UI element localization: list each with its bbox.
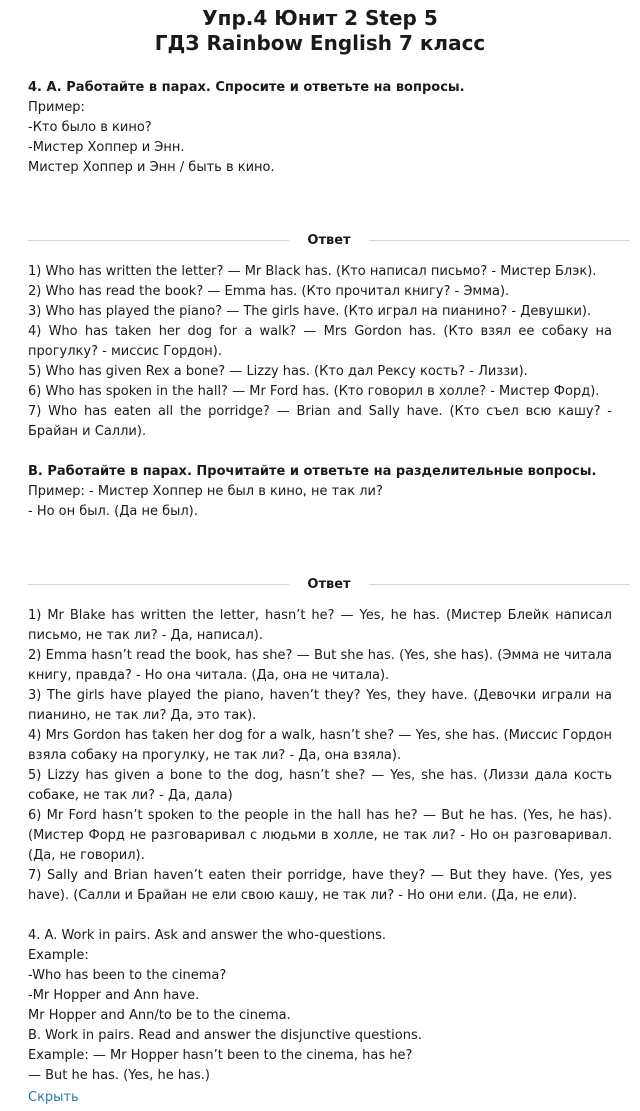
task-a-line: -Кто было в кино? <box>28 120 152 135</box>
english-original <box>28 926 612 1086</box>
divider-line <box>28 584 289 585</box>
title-line-2: ГДЗ Rainbow English 7 класс <box>154 31 486 55</box>
answers-b <box>28 606 612 906</box>
task-a <box>28 78 612 178</box>
hide-link[interactable]: Скрыть <box>28 1090 79 1105</box>
divider-line <box>369 240 630 241</box>
divider-line <box>369 584 630 585</box>
page-title <box>28 6 612 56</box>
page <box>0 6 640 1108</box>
answer-item: 4) Who has taken her dog for a walk? — Mrs Gordon has. (Кто взял ее собаку на прогулку? - миссис Гордон). <box>28 324 612 359</box>
task-b-heading: B. Работайте в парах. Прочитайте и ответьте на разделительные вопросы. <box>28 464 597 479</box>
english-line: Mr Hopper and Ann/to be to the cinema. <box>28 1008 291 1023</box>
answer-item: 6) Who has spoken in the hall? — Mr Ford has. (Кто говорил в холле? - Мистер Форд). <box>28 384 600 399</box>
answer-item: 7) Sally and Brian haven’t eaten their porridge, have they? — But they have. (Yes, yes have). (Салли и Брайан не ели свою кашу, не так ли? - Но они ели. (Да, не ели). <box>28 868 612 903</box>
task-b-line: Пример: - Мистер Хоппер не был в кино, не так ли? <box>28 484 383 499</box>
answer-item: 2) Who has read the book? — Emma has. (Кто прочитал книгу? - Эмма). <box>28 284 510 299</box>
divider-line <box>28 240 289 241</box>
answer-item: 1) Mr Blake has written the letter, hasn’t he? — Yes, he has. (Мистер Блейк написал письмо, не так ли? - Да, написал). <box>28 608 612 643</box>
answer-item: 1) Who has written the letter? — Mr Black has. (Кто написал письмо? - Мистер Блэк). <box>28 264 597 279</box>
answer-item: 6) Mr Ford hasn’t spoken to the people in the hall has he? — But he has. (Yes, he has). (Мистер Форд не разговаривал с людьми в холле, не так ли? - Но он разговаривал. (Да, не говорил). <box>28 808 612 863</box>
english-line: -Who has been to the cinema? <box>28 968 227 983</box>
english-line: B. Work in pairs. Read and answer the disjunctive questions. <box>28 1028 422 1043</box>
task-a-line: Мистер Хоппер и Энн / быть в кино. <box>28 160 275 175</box>
answer-label: Ответ <box>307 232 351 248</box>
task-a-line: -Мистер Хоппер и Энн. <box>28 140 185 155</box>
answer-divider-b <box>28 574 630 594</box>
answer-label: Ответ <box>307 576 351 592</box>
english-line: -Mr Hopper and Ann have. <box>28 988 200 1003</box>
answer-item: 3) The girls have played the piano, haven’t they? Yes, they have. (Девочки играли на пианино, не так ли? Да, это так). <box>28 688 612 723</box>
english-line: — But he has. (Yes, he has.) <box>28 1068 211 1083</box>
answer-item: 4) Mrs Gordon has taken her dog for a walk, hasn’t she? — Yes, she has. (Миссис Гордон взяла собаку на прогулку, не так ли? - Да, она взяла). <box>28 728 612 763</box>
answer-item: 3) Who has played the piano? — The girls have. (Кто играл на пианино? - Девушки). <box>28 304 592 319</box>
answers-a <box>28 262 612 442</box>
answer-item: 7) Who has eaten all the porridge? — Brian and Sally have. (Кто съел всю кашу? - Брайан и Салли). <box>28 404 612 439</box>
answer-divider-a <box>28 230 630 250</box>
english-line: 4. A. Work in pairs. Ask and answer the who-questions. <box>28 928 387 943</box>
answer-item: 5) Lizzy has given a bone to the dog, hasn’t she? — Yes, she has. (Лиззи дала кость собаке, не так ли? - Да, дала) <box>28 768 612 803</box>
task-b <box>28 462 612 522</box>
task-b-line: - Но он был. (Да не был). <box>28 504 198 519</box>
answer-item: 2) Emma hasn’t read the book, has she? — But she has. (Yes, she has). (Эмма не читала книгу, правда? - Но она читала. (Да, она не читала). <box>28 648 612 683</box>
english-line: Example: — Mr Hopper hasn’t been to the cinema, has he? <box>28 1048 413 1063</box>
english-line: Example: <box>28 948 89 963</box>
task-a-line: Пример: <box>28 100 85 115</box>
answer-item: 5) Who has given Rex a bone? — Lizzy has. (Кто дал Рексу кость? - Лиззи). <box>28 364 528 379</box>
title-line-1: Упр.4 Юнит 2 Step 5 <box>202 6 438 30</box>
task-a-heading: 4. A. Работайте в парах. Спросите и ответьте на вопросы. <box>28 80 465 95</box>
